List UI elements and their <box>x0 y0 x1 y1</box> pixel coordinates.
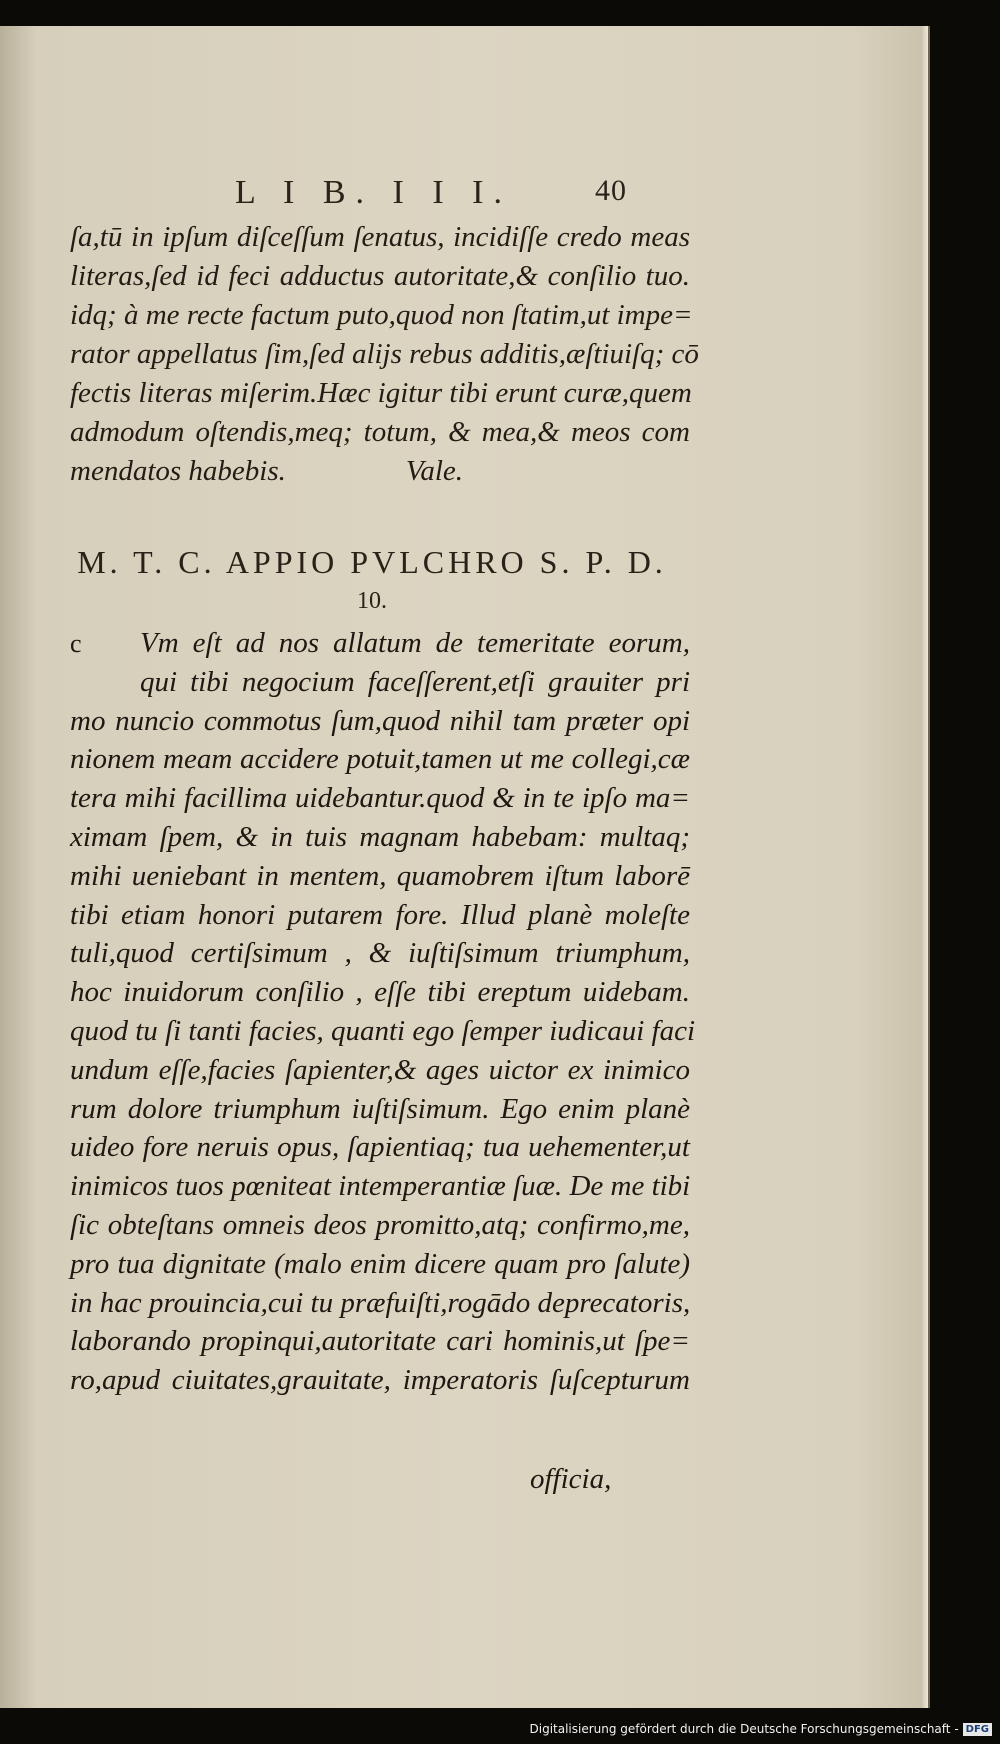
text-line: tera mihi facillima uidebantur.quod & in te ipſo ma= <box>70 782 690 815</box>
text-line: rum dolore triumphum iuſtiſsimum. Ego enim planè <box>70 1092 690 1125</box>
vale-closing: Vale. <box>405 455 464 487</box>
dfg-logo-icon: DFG <box>963 1723 992 1736</box>
epistle-number: 10. <box>357 588 387 614</box>
running-head: L I B. I I I. <box>235 174 512 211</box>
book-page <box>0 26 930 1708</box>
text-line: hoc inuidorum conſilio , eſſe tibi ereptum uidebam. <box>70 976 690 1009</box>
text-line: nionem meam accidere potuit,tamen ut me collegi,cæ <box>70 743 690 776</box>
text-line: ſic obteſtans omneis deos promitto,atq; confirmo,me, <box>70 1208 690 1241</box>
text-line: mihi ueniebant in mentem, quamobrem iſtum laborē <box>70 859 690 892</box>
text-line: laborando propinqui,autoritate cari hominis,ut ſpe= <box>70 1325 690 1358</box>
first-line-text: Vm eſt ad nos allatum de temeritate eorum, <box>140 627 690 659</box>
text-line: uideo fore neruis opus, ſapientiaq; tua uehementer,ut <box>70 1131 690 1164</box>
text-line: tuli,quod certiſsimum , & iuſtiſsimum triumphum, <box>70 937 690 970</box>
text-line: idq; à me recte factum puto,quod non ſtatim,ut impe= <box>70 299 693 331</box>
text-line: in hac prouincia,cui tu præfuiſti,rogādo deprecatoris, <box>70 1286 691 1319</box>
folio-number: 40 <box>595 174 627 207</box>
text-line: literas,ſed id feci adductus autoritate,& conſilio tuo. <box>70 260 690 292</box>
previous-letter-ending <box>70 218 699 491</box>
text-line-final <box>70 452 690 491</box>
text-line: ximam ſpem, & in tuis magnam habebam: multaq; <box>70 820 690 853</box>
text-line: ſa,tū in ipſum diſceſſum ſenatus, incidiſſe credo meas <box>70 221 690 253</box>
text-line: mo nuncio commotus ſum,quod nihil tam præter opi <box>70 704 690 737</box>
text-line: inimicos tuos pœniteat intemperantiæ ſuæ. De me tibi <box>70 1170 691 1203</box>
initial-letter: c <box>70 629 82 658</box>
text-line: pro tua dignitate (malo enim dicere quam pro ſalute) <box>70 1247 690 1280</box>
letter-heading: M. T. C. APPIO PVLCHRO S. P. D. <box>77 544 667 580</box>
digitization-credit <box>530 1722 993 1736</box>
text-line: tibi etiam honori putarem fore. Illud planè moleſte <box>70 898 690 931</box>
text-line: fectis literas miſerim.Hæc igitur tibi erunt curæ,quem <box>70 377 692 409</box>
text-line: rator appellatus ſim,ſed alijs rebus additis,æſtiuiſq; cō <box>70 338 699 370</box>
final-phrase: mendatos habebis. <box>70 455 286 487</box>
credit-text: Digitalisierung gefördert durch die Deutsche Forschungsgemeinschaft - <box>529 1722 959 1736</box>
text-line: qui tibi negocium faceſſerent,etſi grauiter pri <box>140 665 690 698</box>
text-line: admodum oſtendis,meq; totum, & mea,& meos com <box>70 416 690 448</box>
catchword: officia, <box>530 1463 612 1495</box>
text-line: quod tu ſi tanti facies, quanti ego ſemper iudicaui faci <box>70 1014 696 1047</box>
text-line: ro,apud ciuitates,grauitate, imperatoris ſuſcepturum <box>70 1364 690 1397</box>
letter-first-line <box>70 624 690 663</box>
page-header <box>235 174 635 214</box>
text-line: undum eſſe,facies ſapienter,& ages uictor ex inimico <box>70 1053 690 1086</box>
letter-body <box>70 624 696 1400</box>
